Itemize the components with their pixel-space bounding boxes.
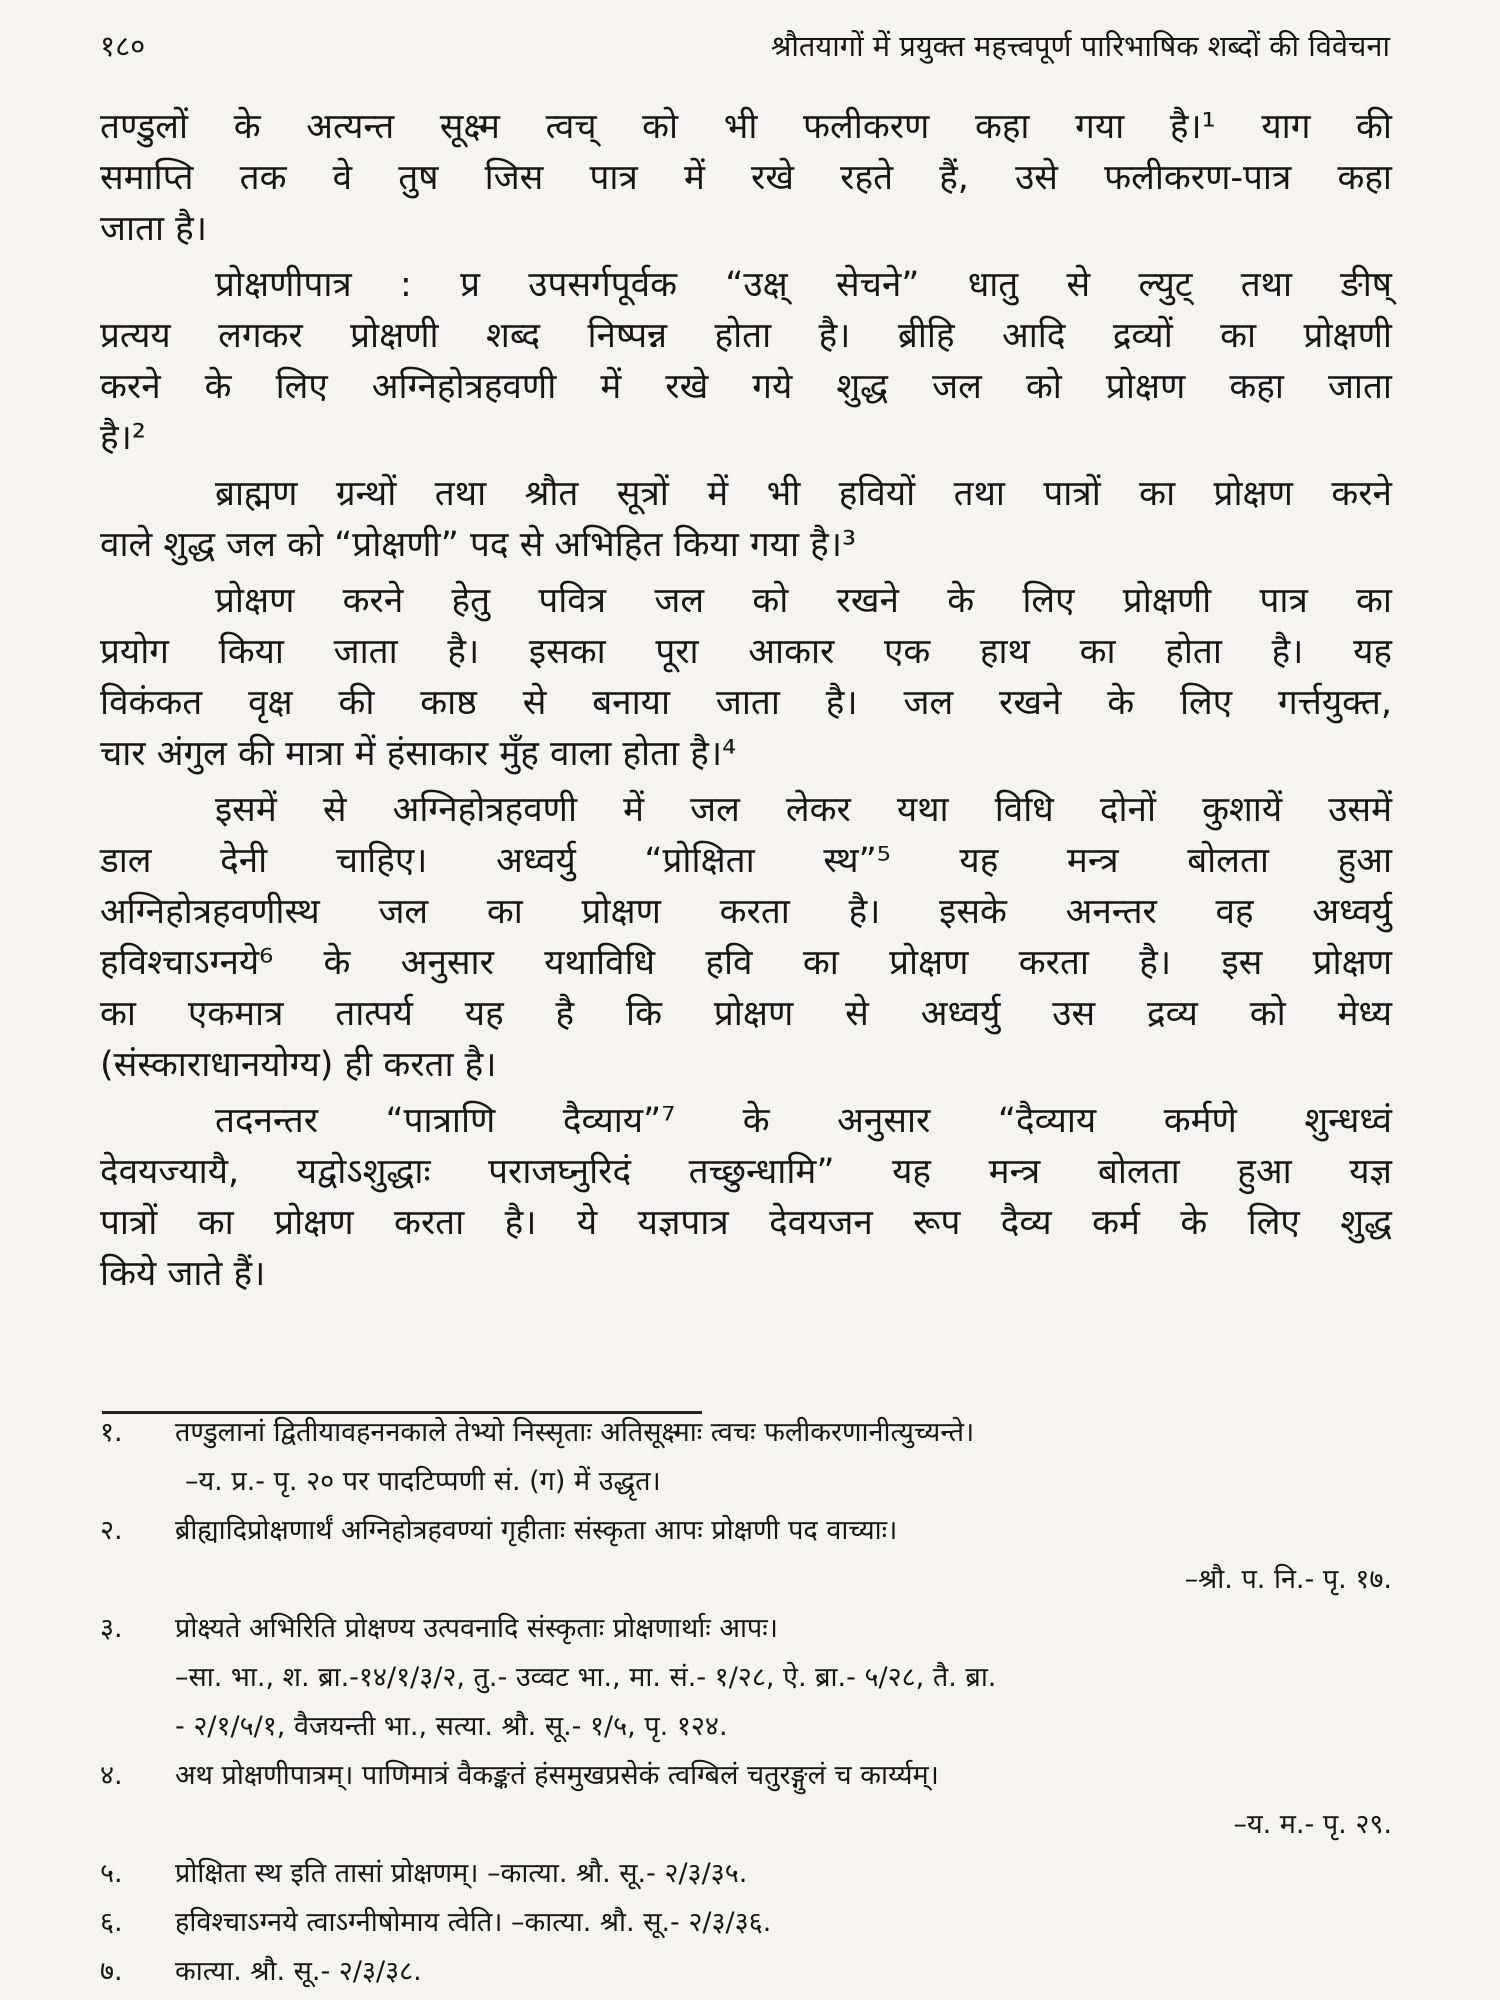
footnote-number: ३.	[100, 1613, 123, 1644]
running-header	[100, 22, 1390, 68]
footnote-text: प्रोक्षिता स्थ इति तासां प्रोक्षणम्। –कात्या. श्रौ. सू.- २/३/३५.	[175, 1858, 748, 1889]
footnote-line	[100, 1947, 1392, 1996]
main-text	[100, 102, 1392, 1305]
text-line: किये जाते हैं।	[100, 1254, 266, 1294]
text-line: विकंकत वृक्ष की काष्ठ से बनाया जाता है। जल रखने के लिए गर्त्तयुक्त,	[100, 683, 1393, 723]
footnote-source: –य. प्र.- पृ. २० पर पादटिप्पणी सं. (ग) में उद्धृत।	[185, 1466, 661, 1497]
footnote	[100, 1898, 1392, 1947]
chapter-title: श्रौतयागों में प्रयुक्त महत्त्वपूर्ण पारिभाषिक शब्दों की विवेचना	[770, 28, 1390, 63]
footnote	[100, 1604, 1392, 1751]
footnote-line	[100, 1751, 1392, 1800]
footnote-number: ४.	[100, 1760, 123, 1791]
text-line: हविश्चाऽग्नये⁶ के अनुसार यथाविधि हवि का प्रोक्षण करता है। इस प्रोक्षण	[100, 943, 1392, 983]
text-line: (संस्काराधानयोग्य) ही करता है।	[100, 1045, 497, 1085]
footnote-source: –सा. भा., श. ब्रा.-१४/१/३/२, तु.- उव्वट भा., मा. सं.- १/२८, ऐ. ब्रा.- ५/२८, तै. ब्रा.	[175, 1662, 997, 1693]
footnote-text: ब्रीह्यादिप्रोक्षणार्थं अग्निहोत्रहवण्यां गृहीताः संस्कृता आपः प्रोक्षणी पद वाच्याः।	[175, 1515, 898, 1546]
footnote-text: हविश्चाऽग्नये त्वाऽग्नीषोमाय त्वेति। –कात्या. श्रौ. सू.- २/३/३६.	[175, 1907, 772, 1938]
text-line: करने के लिए अग्निहोत्रहवणी में रखे गये शुद्ध जल को प्रोक्षण कहा जाता	[100, 367, 1392, 407]
text-line: चार अंगुल की मात्रा में हंसाकार मुँह वाला होता है।⁴	[100, 734, 737, 774]
footnote-number: २.	[100, 1515, 123, 1546]
text-line: तण्डुलों के अत्यन्त सूक्ष्म त्वच् को भी फलीकरण कहा गया है।¹ याग की	[100, 107, 1392, 147]
footnote	[100, 1408, 1392, 1506]
footnote-source: –य. म.- पृ. २९.	[1233, 1809, 1392, 1840]
text-line: जाता है।	[100, 209, 208, 249]
footnote-source: - २/१/५/१, वैजयन्ती भा., सत्या. श्रौ. सू.- १/५, पृ. १२४.	[175, 1711, 728, 1742]
paragraph	[100, 1096, 1392, 1300]
paragraph	[100, 469, 1392, 571]
footnote-text: तण्डुलानां द्वितीयावहननकाले तेभ्यो निस्सृताः अतिसूक्ष्माः त्वचः फलीकरणानीत्युच्यन्ते।	[175, 1417, 975, 1448]
text-line: देवयज्यायै, यद्वोऽशुद्धाः पराजघ्नुरिदं तच्छुन्धामि” यह मन्त्र बोलता हुआ यज्ञ	[100, 1152, 1392, 1192]
footnote-number: ७.	[100, 1956, 123, 1987]
text-line: प्रयोग किया जाता है। इसका पूरा आकार एक हाथ का होता है। यह	[100, 632, 1392, 672]
footnote-line	[100, 1506, 1392, 1555]
text-line: पात्रों का प्रोक्षण करता है। ये यज्ञपात्र देवयजन रूप दैव्य कर्म के लिए शुद्ध	[100, 1203, 1392, 1243]
paragraph	[100, 576, 1392, 780]
footnote-text: कात्या. श्रौ. सू.- २/३/३८.	[175, 1956, 422, 1987]
text-line: है।²	[100, 418, 146, 458]
footnote	[100, 1849, 1392, 1898]
footnote-number: ५.	[100, 1858, 123, 1889]
footnote-line	[100, 1849, 1392, 1898]
text-line: वाले शुद्ध जल को “प्रोक्षणी” पद से अभिहित किया गया है।³	[100, 525, 857, 565]
text-line: डाल देनी चाहिए। अध्वर्यु “प्रोक्षिता स्थ”⁵ यह मन्त्र बोलता हुआ	[100, 841, 1392, 881]
footnote	[100, 1751, 1392, 1849]
paragraph	[100, 260, 1392, 464]
footnote	[100, 1506, 1392, 1604]
footnote-number: १.	[100, 1417, 123, 1448]
footnote	[100, 1947, 1392, 1996]
text-line: ब्राह्मण ग्रन्थों तथा श्रौत सूत्रों में भी हवियों तथा पात्रों का प्रोक्षण करने	[215, 474, 1392, 514]
paragraph	[100, 102, 1392, 255]
footnotes	[100, 1408, 1392, 1996]
text-line: प्रोक्षणीपात्र : प्र उपसर्गपूर्वक “उक्ष् सेचने” धातु से ल्युट् तथा ङीष्	[215, 265, 1392, 305]
page-number: १८०	[100, 28, 146, 63]
footnote-line	[100, 1408, 1392, 1457]
footnote-text: अथ प्रोक्षणीपात्रम्। पाणिमात्रं वैकङ्कतं हंसमुखप्रसेकं त्वग्बिलं चतुरङ्गुलं च कार्य्यम्।	[175, 1760, 939, 1791]
text-line: प्रोक्षण करने हेतु पवित्र जल को रखने के लिए प्रोक्षणी पात्र का	[215, 581, 1392, 621]
text-line: समाप्ति तक वे तुष जिस पात्र में रखे रहते हैं, उसे फलीकरण-पात्र कहा	[100, 158, 1392, 198]
text-line: अग्निहोत्रहवणीस्थ जल का प्रोक्षण करता है। इसके अनन्तर वह अध्वर्यु	[100, 892, 1392, 932]
footnote-text: प्रोक्ष्यते अभिरिति प्रोक्षण्य उत्पवनादि संस्कृताः प्रोक्षणार्थाः आपः।	[175, 1613, 778, 1644]
footnote-line	[100, 1604, 1392, 1653]
text-line: प्रत्यय लगकर प्रोक्षणी शब्द निष्पन्न होता है। ब्रीहि आदि द्रव्यों का प्रोक्षणी	[100, 316, 1392, 356]
text-line: का एकमात्र तात्पर्य यह है कि प्रोक्षण से अध्वर्यु उस द्रव्य को मेध्य	[100, 994, 1392, 1034]
footnote-number: ६.	[100, 1907, 123, 1938]
text-line: तदनन्तर “पात्राणि दैव्याय”⁷ के अनुसार “दैव्याय कर्मणे शुन्धध्वं	[215, 1101, 1392, 1141]
footnote-source: –श्रौ. प. नि.- पृ. १७.	[1184, 1564, 1392, 1595]
paragraph	[100, 785, 1392, 1091]
footnote-line	[100, 1898, 1392, 1947]
text-line: इसमें से अग्निहोत्रहवणी में जल लेकर यथा विधि दोनों कुशायें उसमें	[215, 790, 1392, 830]
